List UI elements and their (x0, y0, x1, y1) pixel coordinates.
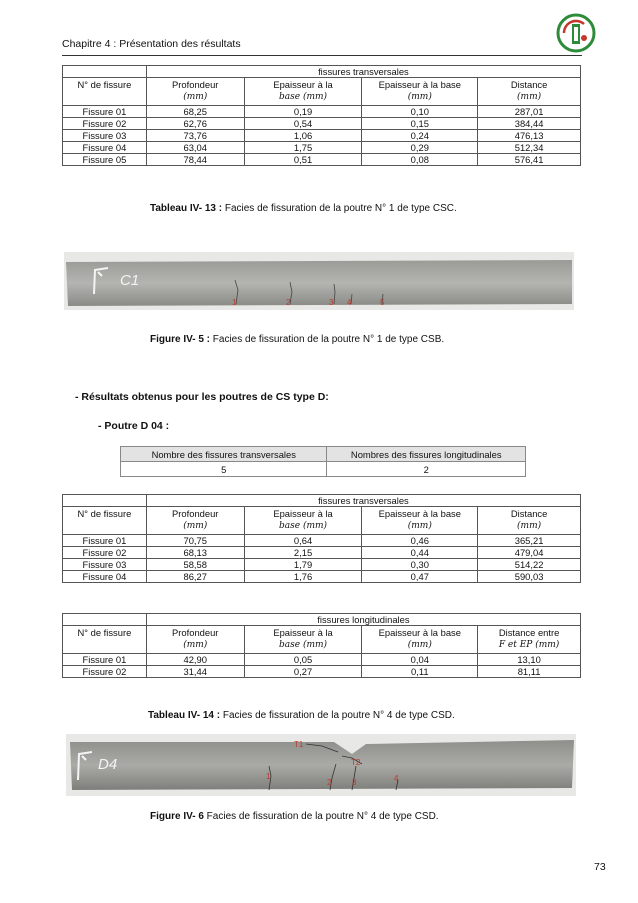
col-header-distance: Distance entre F et EP (mm) (478, 626, 581, 654)
table-transverse-cracks-1 (62, 65, 581, 166)
group-title: fissures transversales (146, 66, 580, 78)
table-row: Fissure 03 73,76 1,06 0,24 476,13 (63, 130, 581, 142)
table-row: Fissure 02 31,44 0,27 0,11 81,11 (63, 666, 581, 678)
group-title: fissures transversales (146, 495, 580, 507)
chapter-header: Chapitre 4 : Présentation des résultats (62, 38, 241, 50)
col-header-depth: Profondeur (mm) (146, 626, 244, 654)
table-row: Fissure 05 78,44 0,51 0,08 576,41 (63, 154, 581, 166)
col-header-thickness-a: Epaisseur à la base (mm) (244, 78, 362, 106)
page-number: 73 (594, 861, 606, 873)
table-longitudinal-cracks (62, 613, 581, 678)
beam-photo-c1 (64, 252, 574, 310)
count-table (120, 446, 526, 477)
beam-marking: D4 (98, 756, 118, 773)
beam-marking: C1 (120, 272, 140, 289)
col-header-thickness-b: Epaisseur à la base (mm) (362, 626, 478, 654)
table-row: Fissure 02 68,13 2,15 0,44 479,04 (63, 547, 581, 559)
longitudinal-crack-label: T1 (294, 740, 304, 749)
university-logo (554, 12, 598, 54)
figure-caption-5: Figure IV- 5 : Facies de fissuration de la poutre N° 1 de type CSB. (150, 334, 445, 345)
table-caption-13: Tableau IV- 13 : Facies de fissuration de la poutre N° 1 de type CSC. (150, 203, 457, 214)
crack-number: 4 (394, 774, 399, 783)
header-rule (62, 55, 582, 56)
section-subtitle: - Poutre D 04 : (98, 420, 170, 432)
col-header-number: N° de fissure (63, 507, 147, 535)
col-header-distance: Distance (mm) (478, 507, 581, 535)
col-header-thickness-a: Epaisseur à la base (mm) (244, 626, 362, 654)
table-transverse-cracks-2 (62, 494, 581, 583)
col-header-number: N° de fissure (63, 626, 147, 654)
count-header-longitudinal: Nombres des fissures longitudinales (327, 447, 526, 462)
count-value-longitudinal: 2 (327, 462, 526, 477)
crack-number: 5 (380, 298, 385, 307)
table-row: Fissure 03 58,58 1,79 0,30 514,22 (63, 559, 581, 571)
table-row: Fissure 01 42,90 0,05 0,04 13,10 (63, 654, 581, 666)
crack-number: 3 (329, 298, 334, 307)
crack-number: 4 (347, 298, 352, 307)
table-row: Fissure 01 68,25 0,19 0,10 287,01 (63, 106, 581, 118)
col-header-distance: Distance (mm) (478, 78, 581, 106)
count-header-transverse: Nombre des fissures transversales (121, 447, 327, 462)
crack-number: 2 (286, 298, 291, 307)
figure-caption-6: Figure IV- 6 Facies de fissuration de la poutre N° 4 de type CSD. (150, 811, 439, 822)
table-caption-14: Tableau IV- 14 : Facies de fissuration de la poutre N° 4 de type CSD. (148, 710, 455, 721)
crack-number: 3 (352, 778, 357, 787)
table-row: Fissure 02 62,76 0,54 0,15 384,44 (63, 118, 581, 130)
group-title: fissures longitudinales (146, 614, 580, 626)
col-header-thickness-b: Epaisseur à la base (mm) (362, 507, 478, 535)
col-header-thickness-b: Epaisseur à la base (mm) (362, 78, 478, 106)
col-header-depth: Profondeur (mm) (146, 507, 244, 535)
col-header-thickness-a: Epaisseur à la base (mm) (244, 507, 362, 535)
crack-number: 2 (327, 778, 332, 787)
table-row: Fissure 04 63,04 1,75 0,29 512,34 (63, 142, 581, 154)
table-row: Fissure 04 86,27 1,76 0,47 590,03 (63, 571, 581, 583)
section-title: - Résultats obtenus pour les poutres de CS type D: (75, 391, 329, 403)
count-value-transverse: 5 (121, 462, 327, 477)
crack-number: 1 (232, 298, 237, 307)
crack-number: 1 (266, 772, 271, 781)
longitudinal-crack-label: T2 (351, 758, 361, 767)
beam-photo-d4 (66, 734, 576, 796)
table-row: Fissure 01 70,75 0,64 0,46 365,21 (63, 535, 581, 547)
col-header-number: N° de fissure (63, 78, 147, 106)
col-header-depth: Profondeur (mm) (146, 78, 244, 106)
